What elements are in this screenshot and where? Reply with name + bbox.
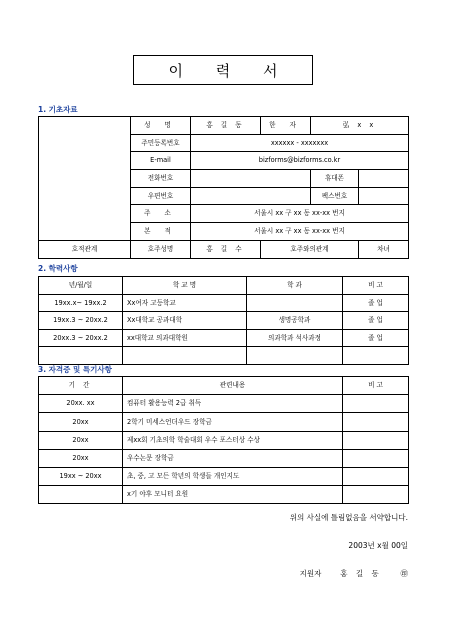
qualification-period: 20xx bbox=[39, 413, 123, 431]
seal-mark: ㊞ bbox=[400, 569, 408, 578]
address-value: 서울시 xx 구 xx 동 xx-xx 번지 bbox=[191, 205, 409, 223]
table-row bbox=[39, 467, 409, 485]
education-date bbox=[39, 347, 123, 365]
qualification-period: 20xx bbox=[39, 431, 123, 449]
education-header-note: 비 고 bbox=[343, 277, 409, 295]
education-header-school: 학 교 명 bbox=[123, 277, 247, 295]
qualification-period bbox=[39, 486, 123, 504]
qualification-period: 20xx. xx bbox=[39, 395, 123, 413]
rrn-value: xxxxxx - xxxxxxx bbox=[191, 134, 409, 152]
head-value: 홍 길 수 bbox=[191, 240, 261, 258]
table-row bbox=[39, 431, 409, 449]
signer-label: 지원자 bbox=[299, 569, 322, 578]
qualification-note bbox=[343, 486, 409, 504]
education-school: xx대학교 의과대학원 bbox=[123, 329, 247, 347]
education-major: 의과학과 석사과정 bbox=[247, 329, 343, 347]
zip-value bbox=[191, 187, 311, 205]
section-qualifications-heading: 3. 자격증 및 특기사항 bbox=[38, 365, 112, 374]
education-table bbox=[38, 276, 409, 365]
table-row bbox=[39, 347, 409, 365]
qualification-content: 2학기 미세스언더우드 장학금 bbox=[123, 413, 343, 431]
qualification-content: x기 야후 모니터 요원 bbox=[123, 486, 343, 504]
education-school bbox=[123, 347, 247, 365]
mobile-label: 휴대폰 bbox=[311, 170, 359, 188]
rrn-label: 주민등록번호 bbox=[131, 134, 191, 152]
qualification-content: 제xx회 기초의학 학술대회 우수 포스터상 수상 bbox=[123, 431, 343, 449]
table-row bbox=[39, 329, 409, 347]
table-row bbox=[39, 395, 409, 413]
photo-box bbox=[39, 117, 131, 241]
hanja-value: 弘 x x bbox=[311, 117, 409, 135]
qualification-period: 20xx bbox=[39, 449, 123, 467]
table-row bbox=[39, 294, 409, 312]
qualification-note bbox=[343, 467, 409, 485]
signature-line bbox=[300, 568, 408, 579]
section-basic-heading: 1. 기초자료 bbox=[38, 105, 78, 114]
address-label: 주 소 bbox=[131, 205, 191, 223]
email-label: E-mail bbox=[131, 152, 191, 170]
qualification-note bbox=[343, 413, 409, 431]
education-header-major: 학 과 bbox=[247, 277, 343, 295]
education-school: Xx여자 고등학교 bbox=[123, 294, 247, 312]
qualification-content: 컴퓨터 활용능력 2급 취득 bbox=[123, 395, 343, 413]
table-row bbox=[39, 486, 409, 504]
education-major bbox=[247, 347, 343, 365]
mobile-value bbox=[359, 170, 409, 188]
qualification-note bbox=[343, 449, 409, 467]
name-label: 성 명 bbox=[131, 117, 191, 135]
qualification-note bbox=[343, 431, 409, 449]
head-label: 호주성명 bbox=[131, 240, 191, 258]
qualifications-table bbox=[38, 376, 409, 504]
qualification-note bbox=[343, 395, 409, 413]
email-value: bizforms@bizforms.co.kr bbox=[191, 152, 409, 170]
name-value: 홍 길 동 bbox=[191, 117, 261, 135]
education-date: 19xx.3 ~ 20xx.2 bbox=[39, 312, 123, 330]
education-major: 생명공학과 bbox=[247, 312, 343, 330]
closing-date: 2003년 x월 00일 bbox=[348, 541, 408, 550]
phone-label: 전화번호 bbox=[131, 170, 191, 188]
closing-statement: 위의 사실에 틀림없음을 서약합니다. bbox=[289, 513, 408, 522]
fax-label: 팩스번호 bbox=[311, 187, 359, 205]
table-row bbox=[39, 449, 409, 467]
education-note: 졸 업 bbox=[343, 294, 409, 312]
domicile-value: 서울시 xx 구 xx 동 xx-xx 번지 bbox=[191, 223, 409, 241]
fax-value bbox=[359, 187, 409, 205]
qualifications-header-content: 관련내용 bbox=[123, 377, 343, 395]
education-note bbox=[343, 347, 409, 365]
qualifications-header-note: 비 고 bbox=[343, 377, 409, 395]
education-date: 19xx.x~ 19xx.2 bbox=[39, 294, 123, 312]
document-title: 이 력 서 bbox=[133, 55, 313, 85]
hanja-label: 한 자 bbox=[261, 117, 311, 135]
education-note: 졸 업 bbox=[343, 329, 409, 347]
qualifications-header-period: 기 간 bbox=[39, 377, 123, 395]
domicile-label: 본 적 bbox=[131, 223, 191, 241]
table-row bbox=[39, 413, 409, 431]
relation-value: 차녀 bbox=[359, 240, 409, 258]
education-header-date: 년/월/일 bbox=[39, 277, 123, 295]
phone-value bbox=[191, 170, 311, 188]
education-school: Xx대학교 공과대학 bbox=[123, 312, 247, 330]
qualification-content: 우수논문 장학금 bbox=[123, 449, 343, 467]
basic-info-table bbox=[38, 116, 409, 259]
zip-label: 우편번호 bbox=[131, 187, 191, 205]
education-note: 졸 업 bbox=[343, 312, 409, 330]
table-row bbox=[39, 312, 409, 330]
family-label: 호적관계 bbox=[39, 240, 131, 258]
qualification-period: 19xx ~ 20xx bbox=[39, 467, 123, 485]
signer-name: 홍 길 동 bbox=[340, 569, 382, 578]
relation-label: 호주와의관계 bbox=[261, 240, 359, 258]
education-date: 20xx.3 ~ 20xx.2 bbox=[39, 329, 123, 347]
education-major bbox=[247, 294, 343, 312]
section-education-heading: 2. 학력사항 bbox=[38, 264, 78, 273]
qualification-content: 초, 중, 고 모든 학년의 학생들 개인지도 bbox=[123, 467, 343, 485]
